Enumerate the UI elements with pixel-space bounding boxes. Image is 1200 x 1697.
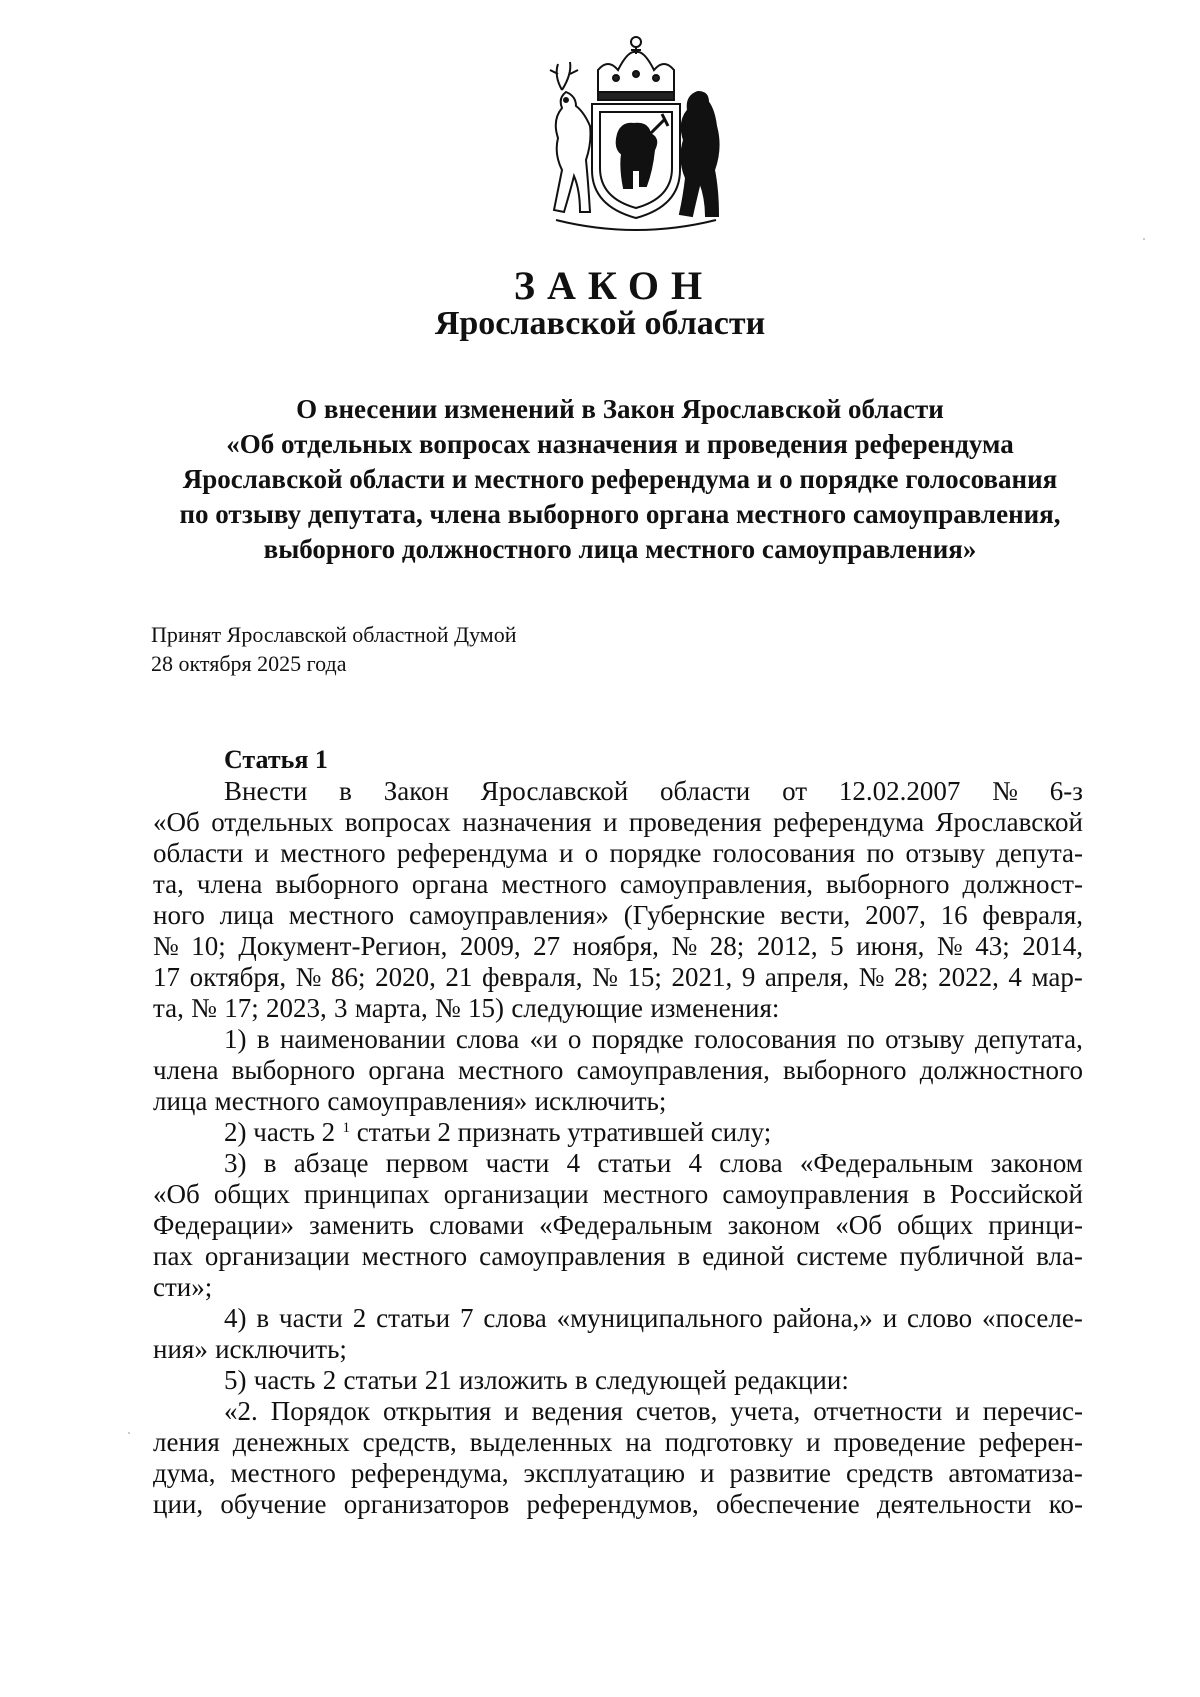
body-word: порядке xyxy=(609,838,702,868)
body-word: деятельности xyxy=(876,1489,1032,1519)
body-word: организаторов xyxy=(343,1489,510,1519)
body-word: в xyxy=(256,1024,270,1054)
body-word: самоуправления, xyxy=(619,869,814,899)
body-word: в xyxy=(677,1241,691,1271)
body-word: самоуправления, xyxy=(576,1055,770,1085)
body-word: «поселе- xyxy=(981,1303,1083,1333)
law-title-line: по отзыву депутата, члена выборного органа местного самоуправления, xyxy=(179,499,1061,529)
body-line xyxy=(153,807,1083,838)
body-word: организации xyxy=(204,1241,350,1271)
body-word: «Федеральным xyxy=(799,1148,974,1178)
body-word: следующей xyxy=(595,1365,727,1395)
body-text: 2) часть 2 xyxy=(224,1117,336,1147)
body-word: выборного xyxy=(783,1055,907,1085)
body-text: статьи 2 признать утратившей силу; xyxy=(356,1117,772,1147)
body-word: 2020, xyxy=(375,962,436,992)
body-word: законом xyxy=(990,1148,1083,1178)
law-title-line: выборного должностного лица местного самоуправления» xyxy=(263,534,977,564)
body-line xyxy=(153,962,1083,993)
body-word: депутата, xyxy=(974,1024,1083,1054)
body-word: местного xyxy=(288,900,395,930)
body-word: февраля, xyxy=(982,900,1083,930)
body-word: 27 xyxy=(533,931,561,961)
body-word: первом xyxy=(385,1148,469,1178)
body-word: сти»; xyxy=(153,1272,213,1302)
body-word: лица xyxy=(219,900,274,930)
body-word: 2021, xyxy=(671,962,733,992)
body-word: самоуправления xyxy=(722,1179,909,1209)
body-word: местного xyxy=(458,1055,564,1085)
body-word: обеспечение xyxy=(715,1489,860,1519)
body-word: 2022, xyxy=(938,962,999,992)
body-word: № xyxy=(858,962,885,992)
body-word: в xyxy=(923,1179,936,1209)
body-word: «Об xyxy=(153,1179,200,1209)
yaroslavl-coat-of-arms-icon xyxy=(536,30,736,235)
body-word: № xyxy=(191,993,217,1023)
body-word: района,» xyxy=(772,1303,873,1333)
body-word: 2 xyxy=(352,1303,367,1333)
body-word: мар- xyxy=(1031,962,1083,992)
body-line xyxy=(153,1396,1083,1427)
body-word: 17 xyxy=(153,962,180,992)
body-word: автоматиза- xyxy=(948,1458,1083,1488)
body-word: члена xyxy=(196,869,263,899)
body-word: 28; xyxy=(893,962,929,992)
body-word: 3) xyxy=(224,1148,247,1178)
body-word: в xyxy=(574,1365,588,1395)
body-word: о xyxy=(567,1024,582,1054)
body-line xyxy=(153,1489,1083,1520)
body-word: февраля, xyxy=(481,962,583,992)
body-word: по xyxy=(866,838,895,868)
body-word: по xyxy=(846,1024,875,1054)
body-word: Ярославской xyxy=(935,807,1083,837)
body-word: № xyxy=(992,776,1018,806)
body-word: подготовку xyxy=(664,1427,794,1457)
body-word: вести, xyxy=(780,900,851,930)
body-word: 9 xyxy=(741,962,756,992)
body-word: ции, xyxy=(153,1489,204,1519)
article-heading: Статья 1 xyxy=(224,745,328,774)
body-word: отдельных xyxy=(211,807,334,837)
body-word: «Об xyxy=(153,807,200,837)
body-word: денежных xyxy=(232,1427,350,1457)
body-word: словами xyxy=(429,1210,524,1240)
body-word: местного xyxy=(602,1179,709,1209)
body-word: о xyxy=(584,838,599,868)
body-word: части xyxy=(279,1303,343,1333)
body-word: статьи xyxy=(597,1148,672,1178)
body-line xyxy=(153,838,1083,869)
body-word: должност- xyxy=(962,869,1083,899)
body-word: 16 xyxy=(940,900,968,930)
body-word: 4) xyxy=(224,1303,247,1333)
scan-artifact xyxy=(128,1432,130,1434)
body-word: лица xyxy=(153,1086,208,1116)
body-word: выборного xyxy=(826,869,950,899)
body-word: вопросах xyxy=(344,807,451,837)
body-word: отчетности xyxy=(813,1396,943,1426)
body-word: № xyxy=(295,962,322,992)
body-line xyxy=(153,1179,1083,1210)
adoption-note xyxy=(151,620,517,678)
body-word: референдума xyxy=(773,807,925,837)
body-word: следующие xyxy=(511,993,644,1023)
body-word: «и xyxy=(529,1024,558,1054)
body-word: организации xyxy=(443,1179,589,1209)
body-word: ноября, xyxy=(572,931,659,961)
body-word: и xyxy=(806,1427,821,1457)
body-word: ного xyxy=(153,900,205,930)
body-word: Порядок xyxy=(270,1396,370,1426)
body-word: 7 xyxy=(459,1303,474,1333)
body-word: 86; xyxy=(330,962,366,992)
body-line xyxy=(153,1427,1083,1458)
body-word: 15) xyxy=(468,993,505,1023)
article-body xyxy=(153,776,1083,1520)
document-type-heading: ЗАКОН xyxy=(513,263,715,308)
body-word: № xyxy=(671,931,698,961)
body-word: 2012, xyxy=(756,931,818,961)
body-word: статьи xyxy=(376,1303,451,1333)
body-word: № xyxy=(936,931,963,961)
body-word: единой xyxy=(702,1241,785,1271)
body-word: референдумов, xyxy=(526,1489,699,1519)
body-word: Федерации» xyxy=(153,1210,295,1240)
body-word: и xyxy=(955,1396,970,1426)
body-word: слова xyxy=(719,1148,783,1178)
body-word: самоуправления xyxy=(479,1241,666,1271)
body-word: исключить; xyxy=(215,1334,347,1364)
body-word: порядке xyxy=(591,1024,684,1054)
body-word: самоуправления» xyxy=(408,900,609,930)
body-word: № xyxy=(592,962,618,992)
body-word: 2023, xyxy=(266,993,327,1023)
adoption-date: 28 октября 2025 года xyxy=(151,651,347,676)
body-word: Внести xyxy=(224,776,308,806)
body-word: статьи xyxy=(343,1365,418,1395)
law-title-line: «Об отдельных вопросах назначения и проведения референдума xyxy=(226,429,1014,459)
body-word: выборного xyxy=(275,869,399,899)
body-word: местного xyxy=(280,838,386,868)
body-word: выделенных xyxy=(469,1427,613,1457)
body-word: референдума xyxy=(396,838,548,868)
body-word: июня, xyxy=(856,931,925,961)
body-word: 4 xyxy=(1008,962,1022,992)
law-title xyxy=(150,392,1090,567)
body-word: 5 xyxy=(830,931,844,961)
body-line xyxy=(153,993,1083,1024)
body-word: и xyxy=(603,807,618,837)
body-word: «Об xyxy=(835,1210,882,1240)
body-line xyxy=(153,1334,1083,1365)
body-word: самоуправления» xyxy=(327,1086,528,1116)
body-word: ведения xyxy=(531,1396,623,1426)
body-word: слово xyxy=(907,1303,973,1333)
body-word: в xyxy=(263,1148,277,1178)
body-word: развитие xyxy=(729,1458,832,1488)
body-line xyxy=(153,1148,1083,1179)
body-word: и xyxy=(882,1303,898,1333)
body-word: голосования xyxy=(712,838,856,868)
body-word: абзаце xyxy=(293,1148,369,1178)
body-word: № xyxy=(435,993,461,1023)
body-word: 21 xyxy=(445,962,473,992)
body-word: часть xyxy=(253,1365,316,1395)
scan-artifact xyxy=(1143,238,1145,240)
body-word: Российской xyxy=(949,1179,1083,1209)
body-word: 2009, xyxy=(459,931,521,961)
body-word: наименовании xyxy=(279,1024,446,1054)
body-word: исключить; xyxy=(534,1086,667,1116)
body-word: «Федеральным xyxy=(539,1210,713,1240)
body-word: депута- xyxy=(996,838,1083,868)
law-title-line: О внесении изменений в Закон Ярославской области xyxy=(296,394,944,424)
body-word: открытия xyxy=(382,1396,492,1426)
body-word: марта, xyxy=(354,993,428,1023)
body-word: органа xyxy=(411,869,489,899)
body-line xyxy=(153,1086,1083,1117)
body-word: местного xyxy=(501,869,607,899)
body-word: та, xyxy=(153,869,184,899)
body-word: области xyxy=(659,776,751,806)
body-word: средств, xyxy=(362,1427,457,1457)
body-word: 10; xyxy=(191,931,226,961)
body-word: местного xyxy=(230,1458,336,1488)
body-word: 1) xyxy=(224,1024,247,1054)
body-word: назначения xyxy=(462,807,592,837)
body-word: 15; xyxy=(627,962,662,992)
body-word: 2 xyxy=(322,1365,337,1395)
body-line xyxy=(153,1210,1083,1241)
body-word: общих xyxy=(897,1210,974,1240)
body-word: эксплуатацию xyxy=(523,1458,686,1488)
body-word: отзыву xyxy=(885,1024,965,1054)
body-word: и xyxy=(559,838,574,868)
body-word: местного xyxy=(361,1241,468,1271)
body-word: апреля, xyxy=(764,962,850,992)
body-word: местного xyxy=(214,1086,321,1116)
body-word: средств xyxy=(846,1458,934,1488)
body-word: 17; xyxy=(224,993,259,1023)
body-line xyxy=(153,869,1083,900)
body-word: 43; xyxy=(975,931,1010,961)
body-word: принци- xyxy=(988,1210,1083,1240)
body-word: Документ-Регион, xyxy=(238,931,448,961)
body-word: и xyxy=(504,1396,519,1426)
body-word: дума, xyxy=(153,1458,216,1488)
body-word: Ярославской xyxy=(480,776,629,806)
body-word: счетов, xyxy=(635,1396,718,1426)
body-line xyxy=(153,1365,1083,1396)
body-line xyxy=(153,776,1083,807)
body-word: 5) xyxy=(224,1365,247,1395)
body-word: области xyxy=(153,838,244,868)
body-word: части xyxy=(485,1148,550,1178)
body-word: проведение xyxy=(833,1427,966,1457)
body-word: законом xyxy=(727,1210,821,1240)
body-word: должностного xyxy=(919,1055,1083,1085)
body-word: и xyxy=(254,838,269,868)
body-word: № xyxy=(153,931,179,961)
body-line xyxy=(153,1024,1083,1055)
body-word: ния» xyxy=(153,1334,208,1364)
body-line xyxy=(153,1303,1083,1334)
body-word: 3 xyxy=(334,993,348,1023)
body-word: референдума, xyxy=(350,1458,509,1488)
body-word: голосования xyxy=(694,1024,837,1054)
body-word: «муниципального xyxy=(556,1303,763,1333)
body-word: ления xyxy=(153,1427,220,1457)
body-word: 6-з xyxy=(1049,776,1083,806)
body-line xyxy=(153,1458,1083,1489)
body-word: учета, xyxy=(730,1396,801,1426)
document-region-heading: Ярославской области xyxy=(434,305,766,342)
adoption-body: Принят Ярославской областной Думой xyxy=(151,622,517,647)
body-word: системе xyxy=(796,1241,888,1271)
body-word: Закон xyxy=(383,776,449,806)
body-word: 4 xyxy=(688,1148,703,1178)
body-word: принципах xyxy=(303,1179,430,1209)
body-line xyxy=(153,1241,1083,1272)
law-title-line: Ярославской области и местного референдума и о порядке голосования xyxy=(182,464,1058,494)
body-word: 28; xyxy=(709,931,745,961)
body-word: в xyxy=(339,776,352,806)
body-word: выборного xyxy=(231,1055,356,1085)
body-word: в xyxy=(256,1303,270,1333)
body-word: перечис- xyxy=(982,1396,1083,1426)
body-word: от xyxy=(782,776,808,806)
body-line xyxy=(153,900,1083,931)
body-word: отзыву xyxy=(905,838,985,868)
body-line xyxy=(153,1055,1083,1086)
body-word: пах xyxy=(153,1241,193,1271)
body-word: заменить xyxy=(309,1210,414,1240)
body-word: изменения: xyxy=(650,993,780,1023)
body-line xyxy=(153,1117,1083,1148)
superscript: 1 xyxy=(342,1120,350,1136)
body-word: проведения xyxy=(628,807,762,837)
body-word: вла- xyxy=(1036,1241,1083,1271)
body-line xyxy=(153,1272,1083,1303)
body-word: референ- xyxy=(978,1427,1083,1457)
body-word: и xyxy=(700,1458,715,1488)
body-word: редакции: xyxy=(734,1365,849,1395)
body-word: органа xyxy=(368,1055,445,1085)
body-word: слова xyxy=(483,1303,547,1333)
body-line xyxy=(153,931,1083,962)
body-word: 2014, xyxy=(1022,931,1083,961)
body-word: 12.02.2007 xyxy=(838,776,961,806)
body-word: общих xyxy=(213,1179,290,1209)
body-word: октября, xyxy=(189,962,287,992)
body-word: члена xyxy=(153,1055,219,1085)
body-word: обучение xyxy=(220,1489,327,1519)
body-word: изложить xyxy=(459,1365,568,1395)
body-word: «2. xyxy=(224,1396,258,1426)
body-word: та, xyxy=(153,993,184,1023)
body-word: 21 xyxy=(424,1365,452,1395)
body-word: 2007, xyxy=(865,900,926,930)
body-word: ко- xyxy=(1048,1489,1083,1519)
body-word: на xyxy=(625,1427,652,1457)
body-word: слова xyxy=(455,1024,520,1054)
body-word: 4 xyxy=(566,1148,581,1178)
body-word: (Губернские xyxy=(623,900,766,930)
body-word: публичной xyxy=(899,1241,1025,1271)
